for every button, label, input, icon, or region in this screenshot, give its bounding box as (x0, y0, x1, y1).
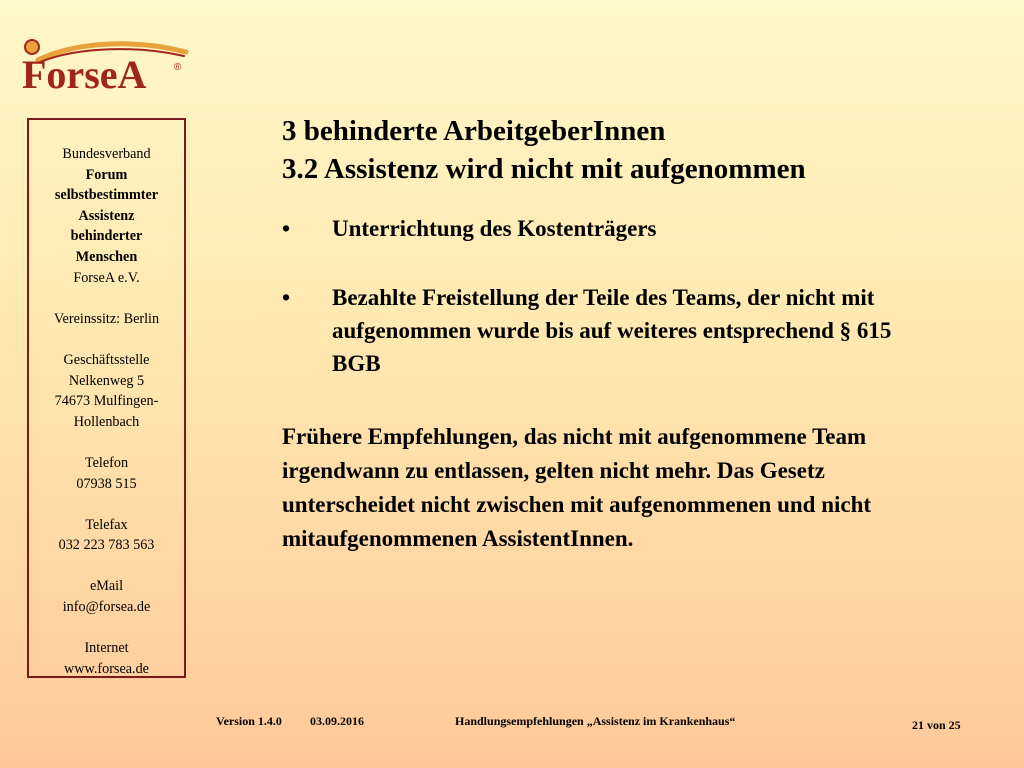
sidebar-line: Telefon (84, 454, 129, 471)
sidebar-line: ForseA e.V. (73, 269, 140, 286)
sidebar-spacer (29, 432, 184, 453)
registered-mark: ® (174, 62, 182, 73)
sidebar-line: www.forsea.de (64, 660, 149, 677)
bullet-item (282, 281, 922, 380)
contact-sidebar (27, 118, 186, 678)
sidebar-line: info@forsea.de (62, 599, 151, 616)
sidebar-line: Bundesverband (62, 146, 151, 162)
sidebar-line: Menschen (75, 248, 138, 265)
slide-title (282, 112, 806, 188)
sidebar-spacer (29, 329, 184, 350)
sidebar-line: 07938 515 (76, 475, 137, 492)
sidebar-spacer (29, 618, 184, 639)
sidebar-line: selbstbestimmter (54, 187, 159, 204)
sidebar-line: Internet (84, 640, 129, 657)
bullet-dot-icon: • (282, 216, 291, 241)
bullet-list (282, 212, 922, 380)
sidebar-line: Forum (85, 166, 128, 183)
sidebar-spacer (29, 556, 184, 577)
sidebar-spacer (29, 288, 184, 309)
sidebar-spacer (29, 494, 184, 515)
bullet-text: Bezahlte Freistellung der Teile des Teams, der nicht mit aufgenommen wurde bis auf weiteres entsprechend § 615 BGB (332, 285, 892, 376)
bullet-item (282, 212, 922, 245)
forsea-logo (20, 38, 190, 94)
sidebar-line: Hollenbach (73, 413, 140, 430)
sidebar-line: Telefax (85, 516, 128, 533)
footer-version: Version 1.4.0 (216, 714, 282, 728)
sidebar-line: Vereinssitz: Berlin (53, 310, 160, 327)
bullet-dot-icon: • (282, 285, 291, 310)
page-number: 21 von 25 (912, 718, 961, 732)
sidebar-line: behinderter (70, 228, 143, 245)
sidebar-line: 74673 Mulfingen- (54, 393, 159, 410)
sidebar-line: Nelkenweg 5 (68, 372, 145, 389)
sidebar-line: Assistenz (78, 207, 135, 224)
title-line-2: 3.2 Assistenz wird nicht mit aufgenommen (282, 153, 806, 185)
footer-date: 03.09.2016 (310, 714, 364, 728)
bullet-text: Unterrichtung des Kostenträgers (332, 216, 657, 241)
sidebar-line: Geschäftsstelle (63, 351, 150, 368)
footer-title: Handlungsempfehlungen „Assistenz im Krankenhaus“ (455, 714, 736, 728)
title-line-1: 3 behinderte ArbeitgeberInnen (282, 115, 666, 147)
logo-text: ForseA (22, 52, 147, 94)
sidebar-line: 032 223 783 563 (58, 537, 155, 554)
sidebar-line: eMail (89, 578, 124, 595)
main-paragraph: Frühere Empfehlungen, das nicht mit aufgenommene Team irgendwann zu entlassen, gelten nicht mehr. Das Gesetz unterscheidet nicht zwischen mit aufgenommenen und nicht mitaufgenommenen AssistentInnen. (282, 424, 872, 551)
